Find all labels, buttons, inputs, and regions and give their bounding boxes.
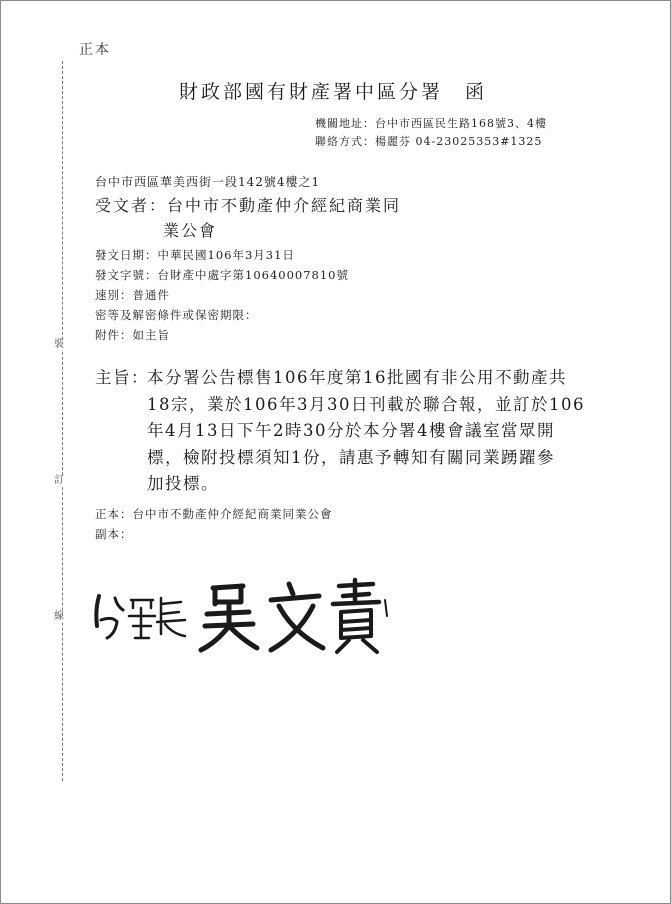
- subject-label: 主旨：: [95, 368, 149, 387]
- agency-contact: 聯絡方式：楊麗芬 04-23025353#1325: [315, 135, 543, 148]
- subject-line-2: 18宗，業於106年3月30日刊載於聯合報，並訂於106: [147, 394, 585, 414]
- binding-line: [62, 61, 63, 781]
- document-number: 發文字號：台財產中處字第10640007810號: [95, 268, 349, 282]
- agency-address: 機關地址：台中市西區民生路168號3、4樓: [315, 117, 547, 130]
- subject-block: [95, 365, 585, 498]
- subject-line-4: 標，檢附投標須知1份，請惠予轉知有關同業踴躍參: [147, 447, 555, 467]
- binding-mark-xian: 線: [54, 611, 64, 622]
- issue-date: 發文日期：中華民國106年3月31日: [95, 248, 295, 262]
- subject-line-3: 年4月13日下午2時30分於本分署4樓會議室當眾開: [147, 421, 555, 440]
- original-copy-stamp: 正本: [79, 42, 111, 58]
- binding-mark-ding: 訂: [54, 475, 64, 486]
- document-title: [179, 77, 487, 104]
- delivery-speed: 速別：普通件: [95, 288, 170, 302]
- subject-line-1: 本分署公告標售106年度第16批國有非公用不動產共: [147, 368, 567, 387]
- subject-line-5: 加投標。: [147, 474, 219, 493]
- original-recipient: 正本：台中市不動產仲介經紀商業同業公會: [95, 507, 333, 521]
- signature-image: [93, 576, 393, 656]
- recipient-address: 台中市西區華美西街一段142號4樓之1: [95, 175, 321, 189]
- agency-name: 財政部國有財產署中區分署: [179, 81, 444, 103]
- attachment: 附件：如主旨: [95, 328, 170, 342]
- recipient-line-1: 受文者：台中市不動產仲介經紀商業同: [95, 196, 402, 215]
- document-type: 函: [465, 81, 488, 103]
- copy-recipient: 副本：: [95, 527, 133, 541]
- binding-mark-zhuang: 裝: [54, 339, 64, 350]
- recipient-line-2: 業公會: [163, 221, 218, 240]
- security-level: 密等及解密條件或保密期限：: [95, 308, 258, 322]
